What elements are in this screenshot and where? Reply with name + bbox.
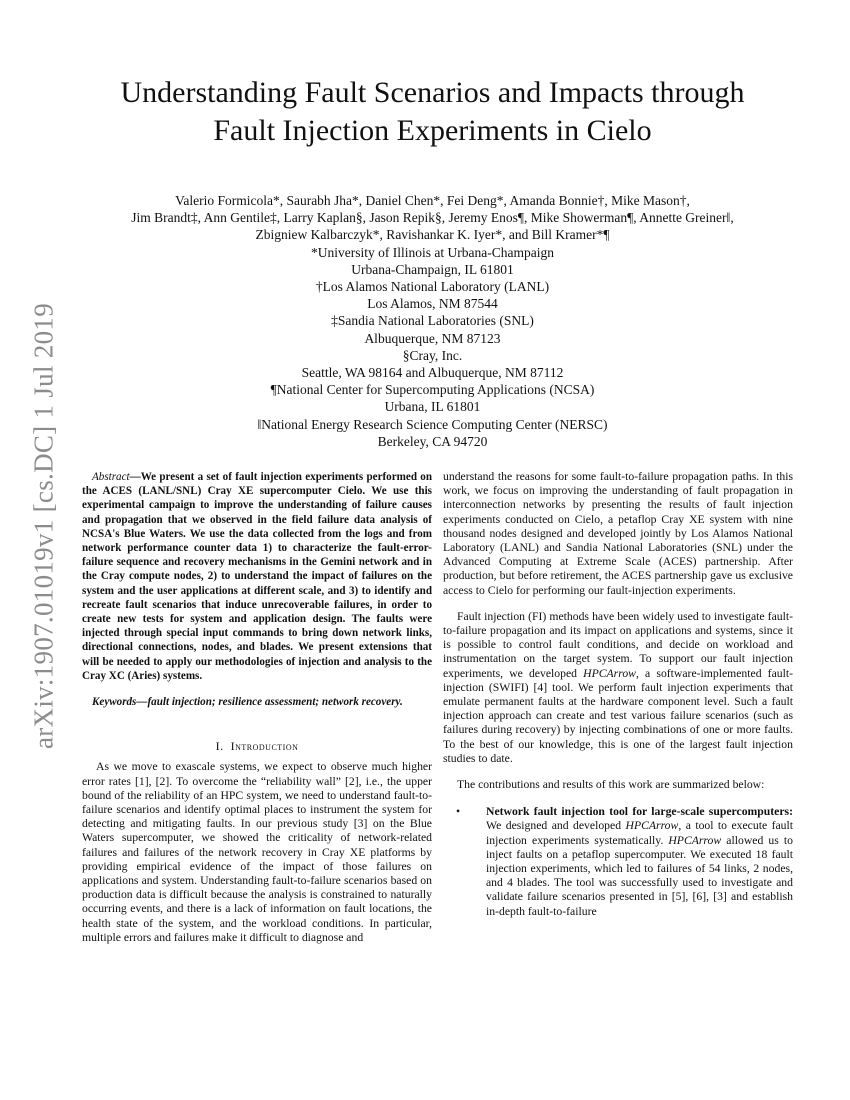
affiliation-line: Berkeley, CA 94720 [377, 433, 488, 449]
list-item [456, 805, 794, 919]
section-number: I. [215, 739, 224, 754]
author-block [60, 192, 805, 450]
affiliation-line: Urbana, IL 61801 [384, 399, 481, 415]
title-line-1: Understanding Fault Scenarios and Impacts through [120, 76, 745, 109]
title-line-2: Fault Injection Experiments in Cielo [213, 114, 652, 147]
body-paragraph: understand the reasons for some fault-to-failure propagation paths. In this work, we focus on improving the understanding of fault propagation in interconnection networks by presenting the results of fault injection experiments conducted on Cielo, a petaflop Cray XE system with nine thousand nodes designed and developed jointly by Los Alamos National Laboratory (LANL) and Sandia National Laboratories (SNL) under the Advanced Computing at Extreme Scale (ACES) partnership. After production, but before retirement, the ACES partnership gave us exclusive access to Cielo for performing our fault-injection experiments. [443, 470, 793, 597]
contribution-text: , a tool to execute fault injection experiments systematically. [486, 819, 794, 847]
paper-title [60, 74, 805, 150]
abstract [82, 470, 432, 683]
bullet-icon: • [456, 805, 461, 819]
contribution-text: We designed and developed [486, 819, 626, 833]
affiliation-line: Los Alamos, NM 87544 [367, 296, 498, 312]
paragraph-text: , a software-implemented fault-injection (SWIFI) [4] tool. We perform fault injection experiments that emulate permanent faults at the hardware component level. Such a fault injection approach can create and test various failure scenarios (such as failures during recovery) by injecting combinations of one or more faults. To the best of our knowledge, this is one of the largest fault injection studies to date. [443, 666, 793, 765]
section-heading [82, 739, 432, 753]
paragraph-text: Fault injection (FI) methods have been widely used to investigate fault-to-failure propagation and its impact on applications and systems, since it is possible to control fault conditions, and decide on workload and instrumentation on the target system. To support our fault injection experiments, we developed [443, 609, 793, 680]
affiliation-line: ¶National Center for Supercomputing Applications (NCSA) [270, 382, 595, 398]
affiliation-line: Seattle, WA 98164 and Albuquerque, NM 87112 [301, 365, 564, 381]
affiliation-line: Urbana-Champaign, IL 61801 [351, 261, 514, 277]
affiliation-line: Albuquerque, NM 87123 [364, 330, 501, 346]
keywords: Keywords—fault injection; resilience assessment; network recovery. [92, 696, 403, 709]
intro-paragraph: As we move to exascale systems, we expect to observe much higher error rates [1], [2]. To overcome the “reliability wall” [2], i.e., the upper bound of the reliability of an HPC system, we need to understand fault-to-failure scenarios and identify optimal places to instrument the system for detecting and mitigating faults. In our previous study [3] on the Blue Waters supercomputer, we showed the criticality of network-related failures and failures of the network recovery in Cray XE platforms by providing empirical evidence of the impact of those failures on applications and system. Understanding fault-to-failure scenarios based on production data is difficult because the analysis is constrained to naturally occurring events, and there is a lack of information on fault locations, the health state of the system, and the workload conditions. In particular, multiple errors and failures make it difficult to diagnose and [82, 760, 432, 944]
tool-name: HPCArrow [625, 819, 679, 833]
tool-name: HPCArrow [583, 666, 636, 680]
left-column [82, 470, 432, 945]
contribution-heading: Network fault injection tool for large-scale supercomputers: [486, 805, 793, 819]
fault-injection-paragraph [443, 610, 793, 766]
section-title: Introduction [230, 739, 299, 754]
authors-line-3: Zbigniew Kalbarczyk*, Ravishankar K. Iyer*, and Bill Kramer*¶ [255, 227, 610, 243]
arxiv-identifier-text: arXiv:1907.01019v1 [cs.DC] 1 Jul 2019 [28, 302, 59, 750]
contribution-list [443, 805, 793, 919]
contribution-text: allowed us to inject faults on a petaflop supercomputer. We executed 18 fault injection experiments, which led to failures of 54 links, 2 nodes, and 4 blades. The tool was successfully used to investigate and validate failure scenarios presented in [5], [6], [3] and establish in-depth fault-to-failure [486, 833, 793, 918]
affiliation-line: *University of Illinois at Urbana-Champaign [311, 244, 554, 260]
affiliation-line: ‖National Energy Research Science Computing Center (NERSC) [257, 416, 608, 432]
tool-name: HPCArrow [668, 833, 722, 847]
right-column [443, 470, 793, 919]
affiliation-line: ‡Sandia National Laboratories (SNL) [331, 313, 534, 329]
authors-line-2: Jim Brandt‡, Ann Gentile‡, Larry Kaplan§, Jason Repik§, Jeremy Enos¶, Mike Showerman¶, Annette Greiner‖, [131, 210, 734, 226]
authors-line-1: Valerio Formicola*, Saurabh Jha*, Daniel Chen*, Fei Deng*, Amanda Bonnie†, Mike Mason†, [175, 193, 690, 208]
affiliation-line: §Cray, Inc. [402, 347, 463, 363]
arxiv-identifier [27, 302, 61, 750]
affiliation-line: †Los Alamos National Laboratory (LANL) [315, 279, 550, 295]
contributions-intro: The contributions and results of this work are summarized below: [457, 778, 765, 792]
abstract-text: —We present a set of fault injection experiments performed on the ACES (LANL/SNL) Cray XE supercomputer Cielo. We use this experimental campaign to improve the understanding of failure causes and propagation that we observed in the field failure data analysis of NCSA's Blue Waters. We use the data collected from the logs and from network performance counter data 1) to characterize the fault-error-failure sequence and recovery mechanisms in the Gemini network and in the Cray compute nodes, 2) to understand the impact of failures on the system and the user applications at different scale, and 3) to identify and recreate fault scenarios that induce unrecoverable failures, in order to create new tests for system and application design. The faults were injected through special input commands to bring down network links, directional connections, nodes, and blades. We present extensions that will be needed to apply our methodologies of injection and analysis to the Cray XC (Aries) systems. [82, 471, 432, 682]
abstract-label: Abstract [92, 471, 130, 483]
